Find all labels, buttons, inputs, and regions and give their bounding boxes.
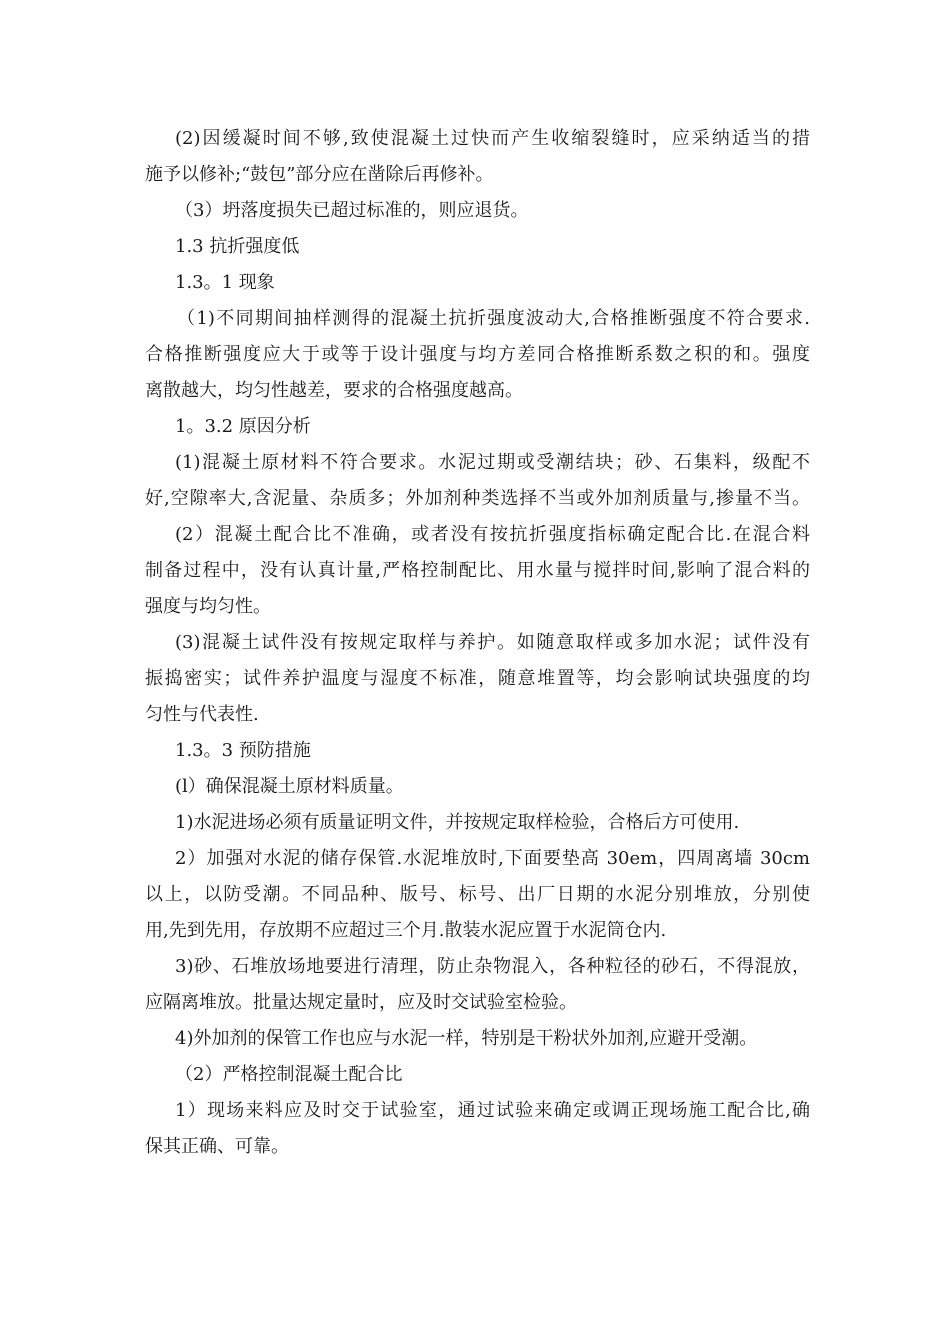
paragraph-line: 施予以修补;“鼓包”部分应在凿除后再修补。 (145, 164, 494, 185)
paragraph-line: 离散越大，均匀性越差，要求的合格强度越高。 (145, 380, 523, 401)
paragraph-line: 振捣密实；试件养护温度与湿度不标准，随意堆置等，均会影响试块强度的均 (145, 668, 810, 689)
paragraph-line: 以上，以防受潮。不同品种、版号、标号、出厂日期的水泥分别堆放，分别使 (145, 884, 810, 905)
paragraph-line: 保其正确、可靠。 (145, 1136, 289, 1157)
section-heading: 1.3 抗折强度低 (175, 236, 300, 257)
paragraph-line: 匀性与代表性. (145, 704, 259, 725)
paragraph-line: 强度与均匀性。 (145, 596, 271, 617)
paragraph-line: 好,空隙率大,含泥量、杂质多；外加剂种类选择不当或外加剂质量与,掺量不当。 (145, 488, 810, 509)
paragraph-line: 2）加强对水泥的储存保管.水泥堆放时,下面要垫高 30em，四周离墙 30cm (175, 848, 810, 869)
paragraph-line: （1)不同期间抽样测得的混凝土抗折强度波动大,合格推断强度不符合要求. (177, 308, 810, 329)
paragraph-line: (3)混凝土试件没有按规定取样与养护。如随意取样或多加水泥；试件没有 (175, 632, 810, 653)
paragraph-line: (2）混凝土配合比不准确，或者没有按抗折强度指标确定配合比.在混合料 (175, 524, 810, 545)
paragraph-line: 1）现场来料应及时交于试验室，通过试验来确定或调正现场施工配合比,确 (175, 1100, 810, 1121)
paragraph-line: 3)砂、石堆放场地要进行清理，防止杂物混入，各种粒径的砂石，不得混放， (175, 956, 810, 977)
paragraph-line: 制备过程中，没有认真计量,严格控制配比、用水量与搅拌时间,影响了混合料的 (145, 560, 810, 581)
document-body (145, 121, 810, 1165)
paragraph-line: 1)水泥进场必须有质量证明文件，并按规定取样检验，合格后方可使用. (175, 812, 740, 833)
subsection-heading: 1。3.2 原因分析 (175, 416, 311, 437)
paragraph-line: (1)混凝土原材料不符合要求。水泥过期或受潮结块；砂、石集料，级配不 (175, 452, 810, 473)
paragraph-line: 用,先到先用，存放期不应超过三个月.散装水泥应置于水泥筒仓内. (145, 920, 667, 941)
paragraph-line: (2)因缓凝时间不够,致使混凝土过快而产生收缩裂缝时，应采纳适当的措 (175, 128, 810, 149)
paragraph-line: （3）坍落度损失已超过标准的，则应退货。 (175, 200, 529, 221)
paragraph-line: (l）确保混凝土原材料质量。 (175, 776, 404, 797)
paragraph-line: 应隔离堆放。批量达规定量时，应及时交试验室检验。 (145, 992, 577, 1013)
subsection-heading: 1.3。1 现象 (175, 272, 275, 293)
paragraph-line: 合格推断强度应大于或等于设计强度与均方差同合格推断系数之积的和。强度 (145, 344, 810, 365)
subsection-heading: （2）严格控制混凝土配合比 (175, 1064, 403, 1085)
paragraph-line: 4)外加剂的保管工作也应与水泥一样，特别是干粉状外加剂,应避开受潮。 (175, 1028, 758, 1049)
subsection-heading: 1.3。3 预防措施 (175, 740, 311, 761)
